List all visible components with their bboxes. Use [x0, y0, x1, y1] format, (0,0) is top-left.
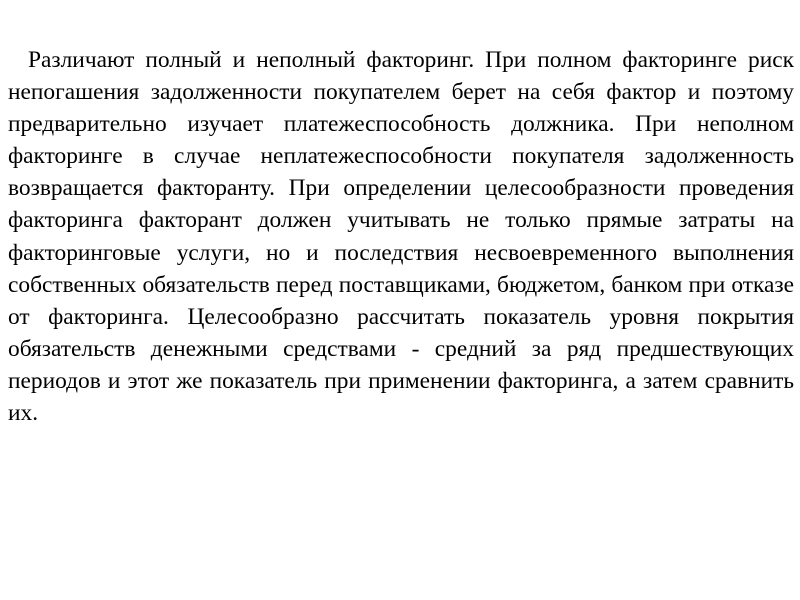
body-paragraph: Различают полный и неполный факторинг. При полном факторинге риск непогашения задолженности покупателем берет на себя фактор и поэтому предварительно изучает платежеспособность должника. При неполном факторинге в случае неплатежеспособности покупателя задолженность возвращается факторанту. При определении целесообразности проведения факторинга факторант должен учитывать не только прямые затраты на факторинговые услуги, но и последствия несвоевременного выполнения собственных обязательств перед поставщиками, бюджетом, банком при отказе от факторинга. Целесообразно рассчитать показатель уровня покрытия обязательств денежными средствами - средний за ряд предшествующих периодов и этот же показатель при применении факторинга, а затем сравнить их.	[8, 47, 794, 427]
